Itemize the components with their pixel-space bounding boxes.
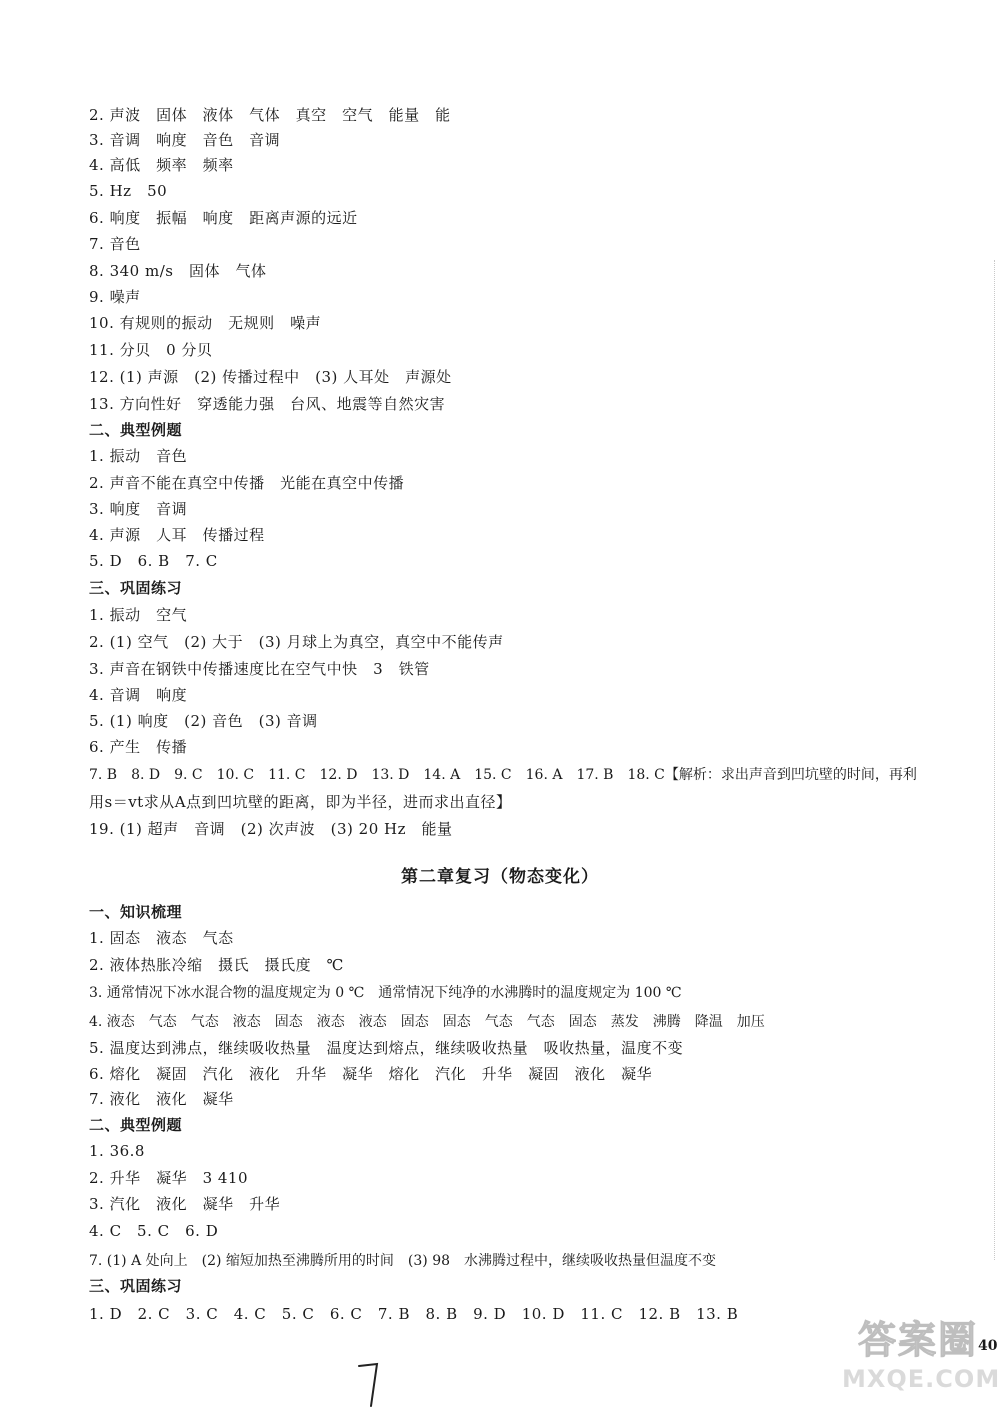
answer-line: 7. 液化 液化 凝华 (89, 1090, 234, 1108)
page-number: 40 (978, 1338, 998, 1354)
answer-line: 5. Hz 50 (89, 182, 168, 200)
answer-line: 11. 分贝 0 分贝 (89, 341, 213, 359)
answer-line: 10. 有规则的振动 无规则 噪声 (89, 314, 322, 332)
page-edge-divider (994, 260, 997, 1260)
answer-line: 3. 汽化 液化 凝华 升华 (89, 1195, 281, 1213)
answer-line: 19. (1) 超声 音调 (2) 次声波 (3) 20 Hz 能量 (89, 820, 453, 838)
answer-line: 2. 声音不能在真空中传播 光能在真空中传播 (89, 474, 405, 492)
answer-line: 12. (1) 声源 (2) 传播过程中 (3) 人耳处 声源处 (89, 368, 452, 386)
answer-line: 1. D 2. C 3. C 4. C 5. C 6. C 7. B 8. B 9. D 10. D 11. C 12. B 13. B (89, 1305, 739, 1323)
section-heading: 一、知识梳理 (89, 903, 183, 921)
answer-line: 2. 液体热胀冷缩 摄氏 摄氏度 ℃ (89, 956, 344, 974)
answer-line: 7. B 8. D 9. C 10. C 11. C 12. D 13. D 14. A 15. C 16. A 17. B 18. C【解析：求出声音到凹坑壁的时间，再利 (89, 767, 917, 783)
answer-line: 3. 音调 响度 音色 音调 (89, 131, 281, 149)
answer-line: 4. C 5. C 6. D (89, 1222, 219, 1240)
answer-line: 6. 熔化 凝固 汽化 液化 升华 凝华 熔化 汽化 升华 凝固 液化 凝华 (89, 1065, 653, 1083)
section-heading: 二、典型例题 (89, 421, 183, 439)
handwritten-mark-icon (355, 1360, 385, 1410)
answer-line: 6. 响度 振幅 响度 距离声源的远近 (89, 209, 358, 227)
answer-line: 7. 音色 (89, 235, 141, 253)
answer-line: 5. 温度达到沸点，继续吸收热量 温度达到熔点，继续吸收热量 吸收热量，温度不变 (89, 1039, 684, 1057)
section-heading: 三、巩固练习 (89, 579, 183, 597)
answer-line: 7. (1) A 处向上 (2) 缩短加热至沸腾所用的时间 (3) 98 水沸腾过程中，继续吸收热量但温度不变 (89, 1253, 717, 1269)
answer-line: 8. 340 m/s 固体 气体 (89, 262, 267, 280)
answer-line: 1. 振动 空气 (89, 606, 188, 624)
section-heading: 三、巩固练习 (89, 1277, 183, 1295)
answer-line: 4. 液态 气态 气态 液态 固态 液态 液态 固态 固态 气态 气态 固态 蒸发 沸腾 降温 加压 (89, 1014, 765, 1030)
chapter-title: 第二章复习（物态变化） (401, 867, 599, 887)
answer-line: 1. 振动 音色 (89, 447, 188, 465)
answer-line: 5. (1) 响度 (2) 音色 (3) 音调 (89, 712, 318, 730)
answer-line: 4. 音调 响度 (89, 686, 188, 704)
answer-line: 2. 升华 凝华 3 410 (89, 1169, 249, 1187)
answer-line: 1. 36.8 (89, 1142, 145, 1160)
answer-line: 4. 声源 人耳 传播过程 (89, 526, 265, 544)
watermark-url: MXQE.COM (842, 1365, 1000, 1393)
answer-line: 13. 方向性好 穿透能力强 台风、地震等自然灾害 (89, 395, 446, 413)
answer-line: 1. 固态 液态 气态 (89, 929, 234, 947)
answer-line: 用s＝vt求从A点到凹坑壁的距离，即为半径，进而求出直径】 (89, 793, 512, 811)
answer-line: 9. 噪声 (89, 288, 141, 306)
answer-line: 3. 声音在钢铁中传播速度比在空气中快 3 铁管 (89, 660, 430, 678)
answer-line: 5. D 6. B 7. C (89, 552, 218, 570)
answer-line: 4. 高低 频率 频率 (89, 156, 234, 174)
answer-line: 2. 声波 固体 液体 气体 真空 空气 能量 能 (89, 106, 451, 124)
answer-line: 3. 响度 音调 (89, 500, 188, 518)
section-heading: 二、典型例题 (89, 1116, 183, 1134)
watermark-text: 答案圈 (857, 1318, 978, 1362)
answer-line: 3. 通常情况下冰水混合物的温度规定为 0 ℃ 通常情况下纯净的水沸腾时的温度规定为 100 ℃ (89, 985, 682, 1001)
watermark-logo (842, 1316, 1000, 1408)
answer-line: 6. 产生 传播 (89, 738, 188, 756)
answer-line: 2. (1) 空气 (2) 大于 (3) 月球上为真空，真空中不能传声 (89, 633, 504, 651)
